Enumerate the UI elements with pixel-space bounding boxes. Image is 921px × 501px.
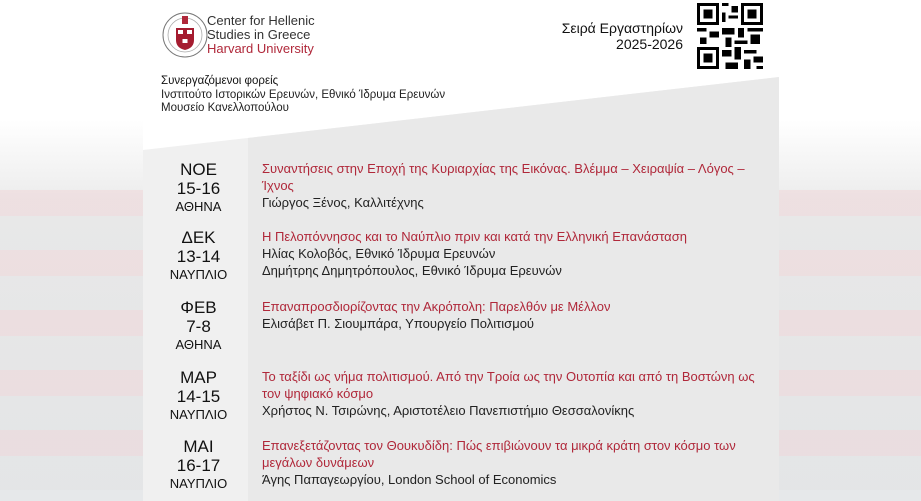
blurred-background-right bbox=[779, 190, 921, 490]
series-heading bbox=[513, 20, 683, 52]
event-city: ΑΘΗΝΑ bbox=[175, 337, 222, 352]
partner-line: Ινστιτούτο Ιστορικών Ερευνών, Εθνικό Ίδρυμα Ερευνών bbox=[161, 88, 446, 101]
event-month: ΜΑΙ bbox=[183, 437, 214, 456]
blurred-background-left bbox=[0, 190, 143, 490]
event-title: Το ταξίδι ως νήμα πολιτισμού. Από την Τροία ως την Ουτοπία και από τη Βοστώνη ως τον ψηφιακό κόσμο bbox=[262, 369, 755, 401]
event-title: Επαναπροσδιορίζοντας την Ακρόπολη: Παρελθόν με Μέλλον bbox=[262, 299, 611, 314]
event-date bbox=[151, 298, 246, 353]
event-month: ΔΕΚ bbox=[181, 228, 216, 247]
event-date bbox=[151, 368, 246, 423]
event-speaker: Ελισάβετ Π. Σιουμπάρα, Υπουργείο Πολιτισμού bbox=[262, 316, 535, 331]
event-speaker: Χρήστος Ν. Τσιρώνης, Αριστοτέλειο Πανεπιστήμιο Θεσσαλονίκης bbox=[262, 403, 635, 418]
event-date bbox=[151, 160, 246, 215]
event-days: 7-8 bbox=[186, 317, 211, 336]
partner-line: Μουσείο Κανελλοπούλου bbox=[161, 102, 289, 114]
event-date bbox=[151, 228, 246, 283]
event-month: ΝΟΕ bbox=[180, 160, 217, 179]
harvard-seal-logo bbox=[161, 4, 209, 66]
event-city: ΝΑΥΠΛΙΟ bbox=[169, 267, 228, 282]
org-university: Harvard University bbox=[207, 41, 314, 56]
partners bbox=[161, 75, 445, 116]
event-date bbox=[151, 437, 246, 492]
partners-label: Συνεργαζόμενοι φορείς bbox=[161, 75, 279, 87]
event-city: ΝΑΥΠΛΙΟ bbox=[169, 476, 228, 491]
event-title: Επανεξετάζοντας τον Θουκυδίδη: Πώς επιβιώνουν τα μικρά κράτη στον κόσμο των μεγάλων δυνάμεων bbox=[262, 438, 736, 470]
event-speaker: Γιώργος Ξένος, Καλλιτέχνης bbox=[262, 195, 424, 210]
event-speaker: Δημήτρης Δημητρόπουλος, Εθνικό Ίδρυμα Ερευνών bbox=[262, 263, 562, 278]
event-days: 15-16 bbox=[176, 179, 221, 198]
qr-code-icon[interactable] bbox=[697, 3, 763, 69]
event-title: Συναντήσεις στην Εποχή της Κυριαρχίας της Εικόνας. Βλέμμα – Χειραψία – Λόγος – Ίχνος bbox=[262, 161, 745, 193]
event-speaker: Ηλίας Κολοβός, Εθνικό Ίδρυμα Ερευνών bbox=[262, 246, 496, 261]
organization-name bbox=[207, 14, 315, 56]
event-month: ΜΑΡ bbox=[180, 368, 217, 387]
event-city: ΑΘΗΝΑ bbox=[175, 199, 222, 214]
event-title: Η Πελοπόννησος και το Ναύπλιο πριν και κατά την Ελληνική Επανάσταση bbox=[262, 229, 687, 244]
event-days: 16-17 bbox=[176, 456, 221, 475]
event-days: 14-15 bbox=[176, 387, 221, 406]
event-speaker: Άγης Παπαγεωργίου, London School of Economics bbox=[262, 472, 557, 487]
event-days: 13-14 bbox=[176, 247, 221, 266]
event-month: ΦΕΒ bbox=[180, 298, 217, 317]
series-title: Σειρά Εργαστηρίων bbox=[561, 20, 683, 36]
event-info bbox=[262, 437, 774, 488]
event-info bbox=[262, 298, 774, 332]
event-info bbox=[262, 160, 774, 211]
poster bbox=[143, 0, 779, 501]
event-city: ΝΑΥΠΛΙΟ bbox=[169, 407, 228, 422]
org-line: Studies in Greece bbox=[207, 27, 311, 42]
org-line: Center for Hellenic bbox=[207, 13, 315, 28]
series-years: 2025-2026 bbox=[616, 36, 683, 52]
event-info bbox=[262, 228, 774, 279]
event-info bbox=[262, 368, 774, 419]
